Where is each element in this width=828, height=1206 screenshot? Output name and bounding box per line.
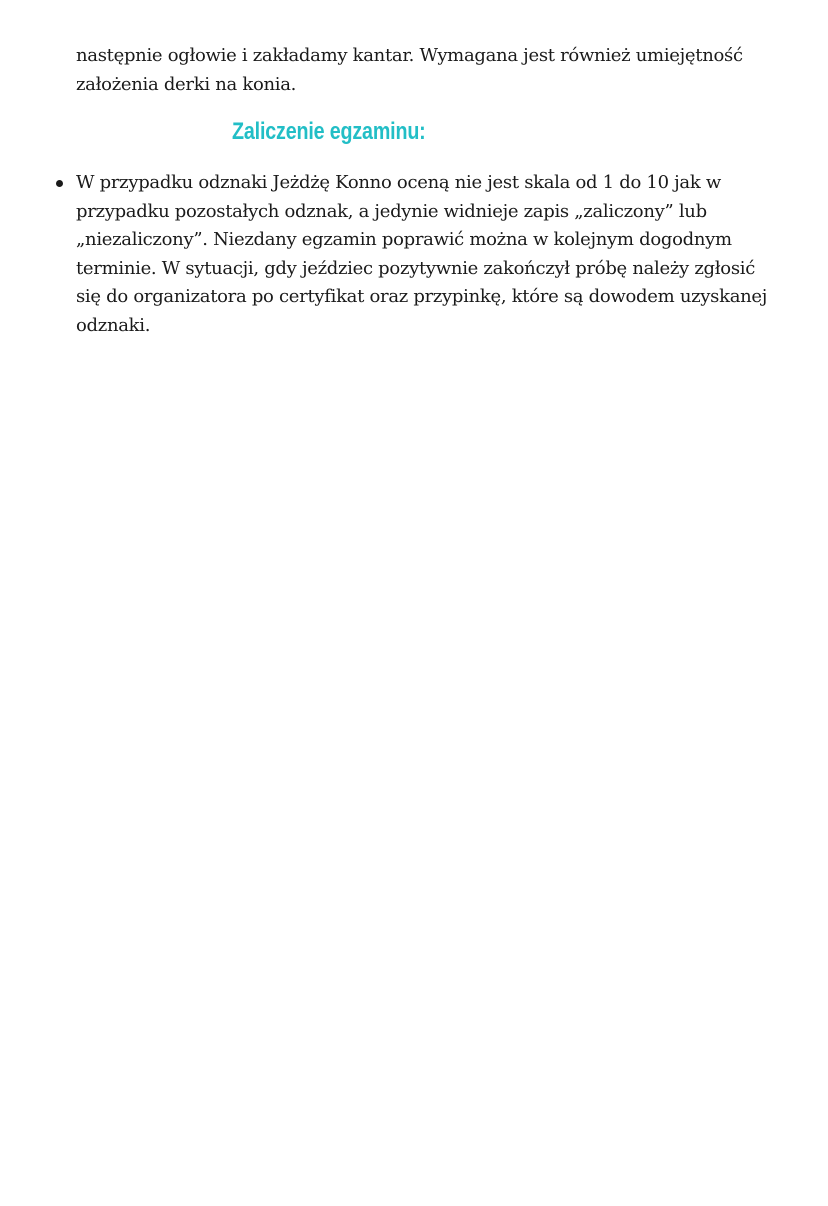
text-line: odznaki.	[76, 314, 151, 336]
text-line: przypadku pozostałych odznak, a jedynie widnieje zapis „zaliczony” lub	[76, 200, 707, 222]
bullet-icon	[56, 180, 63, 187]
list-item	[76, 169, 767, 341]
text-line: następnie ogłowie i zakładamy kantar. Wymagana jest również umiejętność	[76, 45, 743, 66]
text-line: terminie. W sytuacji, gdy jeździec pozytywnie zakończył próbę należy zgłosić	[76, 257, 755, 279]
bullet-list	[76, 169, 767, 341]
section-heading: Zaliczenie egzaminu:	[232, 118, 426, 145]
text-line: W przypadku odznaki Jeżdżę Konno oceną nie jest skala od 1 do 10 jak w	[76, 172, 721, 193]
intro-paragraph	[76, 42, 743, 99]
text-line: się do organizatora po certyfikat oraz przypinkę, które są dowodem uzyskanej	[76, 286, 768, 308]
text-line: założenia derki na konia.	[76, 73, 297, 95]
text-line: „niezaliczony”. Niezdany egzamin poprawić można w kolejnym dogodnym	[76, 229, 732, 251]
